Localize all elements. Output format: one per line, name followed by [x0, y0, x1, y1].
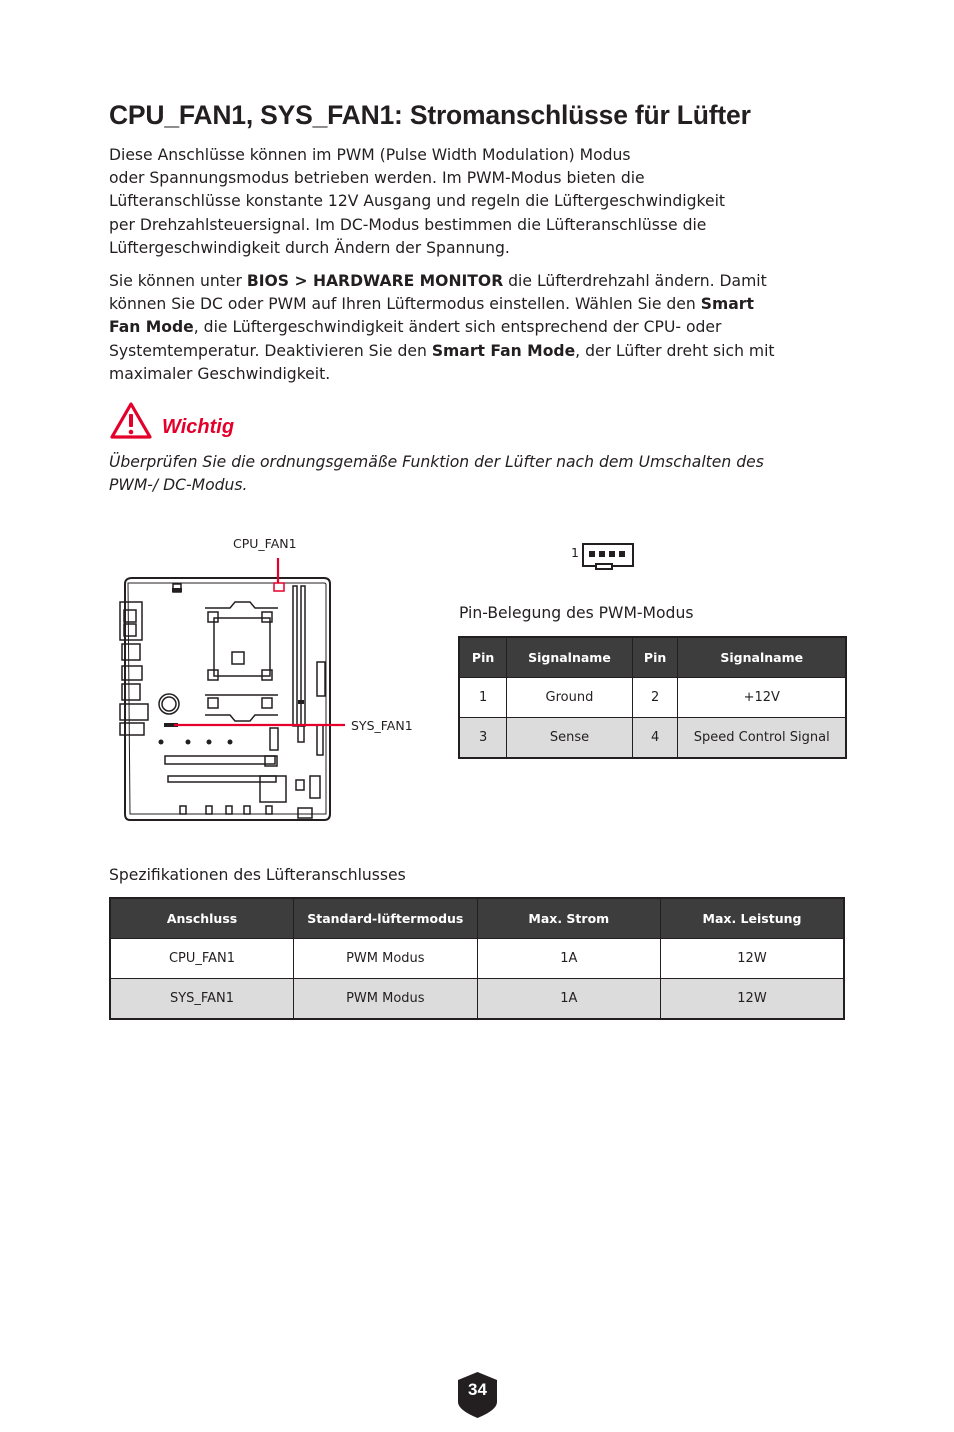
header-cell: Anschluss: [110, 898, 294, 939]
bios-text: , der Lüfter dreht sich mit: [575, 341, 775, 360]
table-cell: Speed Control Signal: [678, 718, 846, 759]
table-cell: 1: [459, 678, 507, 718]
bios-bold: Smart: [700, 295, 754, 314]
spec-table-caption: Spezifikationen des Lüfteranschlusses: [109, 866, 406, 884]
important-note: [109, 451, 849, 497]
page-title: CPU_FAN1, SYS_FAN1: Stromanschlüsse für Lüfter: [109, 100, 751, 130]
important-label: Wichtig: [162, 416, 235, 438]
table-cell: PWM Modus: [294, 979, 478, 1020]
bios-text: , die Lüftergeschwindigkeit ändert sich entsprechend der CPU- oder: [193, 318, 722, 337]
pin-table-header: [459, 637, 846, 678]
motherboard-diagram: [110, 550, 345, 830]
sys-fan-label: SYS_FAN1: [351, 718, 413, 733]
table-cell: Sense: [507, 718, 633, 759]
note-line: Überprüfen Sie die ordnungsgemäße Funktion der Lüfter nach dem Umschalten des: [109, 453, 764, 471]
cpu-fan-label: CPU_FAN1: [233, 536, 297, 551]
header-cell: Pin: [459, 637, 507, 678]
table-cell: 3: [459, 718, 507, 759]
header-cell: Max. Leistung: [660, 898, 844, 939]
pin1-label: 1: [571, 545, 579, 560]
bios-bold: Smart Fan Mode: [431, 341, 576, 360]
bios-text: maximaler Geschwindigkeit.: [109, 364, 331, 383]
table-row: [459, 678, 846, 718]
header-cell: Pin: [632, 637, 678, 678]
bios-text: die Lüfterdrehzahl ändern. Damit: [503, 272, 767, 290]
bios-menu-path: BIOS > HARDWARE MONITOR: [246, 272, 504, 290]
header-cell: Standard-lüftermodus: [294, 898, 478, 939]
pin-table-caption: Pin-Belegung des PWM-Modus: [459, 604, 694, 622]
table-row: [459, 718, 846, 759]
table-cell: 1A: [477, 939, 660, 979]
intro-line: oder Spannungsmodus betrieben werden. Im PWM-Modus bieten die: [109, 169, 645, 188]
table-cell: PWM Modus: [294, 939, 478, 979]
bios-text: Systemtemperatur. Deaktivieren Sie den: [109, 341, 432, 360]
header-cell: Max. Strom: [477, 898, 660, 939]
header-cell: Signalname: [678, 637, 846, 678]
bios-paragraph: [109, 270, 839, 386]
header-cell: Signalname: [507, 637, 633, 678]
intro-line: per Drehzahlsteuersignal. Im DC-Modus bestimmen die Lüfteranschlüsse die: [109, 215, 707, 234]
intro-line: Lüfteranschlüsse konstante 12V Ausgang und regeln die Lüftergeschwindigkeit: [109, 192, 726, 211]
bios-text: können Sie DC oder PWM auf Ihren Lüftermodus einstellen. Wählen Sie den: [109, 295, 701, 314]
page-number: 34: [468, 1380, 487, 1399]
table-cell: 2: [632, 678, 678, 718]
intro-line: Lüftergeschwindigkeit durch Ändern der Spannung.: [109, 238, 510, 257]
table-cell: 1A: [477, 979, 660, 1020]
spec-table-header: [110, 898, 844, 939]
table-row: [110, 939, 844, 979]
table-cell: Ground: [507, 678, 633, 718]
warning-icon: [109, 401, 153, 441]
intro-line: Diese Anschlüsse können im PWM (Pulse Width Modulation) Modus: [109, 146, 631, 164]
fan-connector-icon: [581, 542, 637, 572]
note-line: PWM-/ DC-Modus.: [109, 476, 248, 495]
intro-paragraph: [109, 144, 839, 260]
spec-table: [109, 897, 845, 1020]
table-cell: +12V: [678, 678, 846, 718]
table-cell: 12W: [660, 939, 844, 979]
table-cell: 4: [632, 718, 678, 759]
table-cell: 12W: [660, 979, 844, 1020]
table-cell: CPU_FAN1: [110, 939, 294, 979]
bios-bold: Fan Mode: [109, 318, 194, 337]
pin-table: [458, 636, 847, 759]
table-cell: SYS_FAN1: [110, 979, 294, 1020]
table-row: [110, 979, 844, 1020]
bios-text: Sie können unter: [109, 272, 247, 290]
